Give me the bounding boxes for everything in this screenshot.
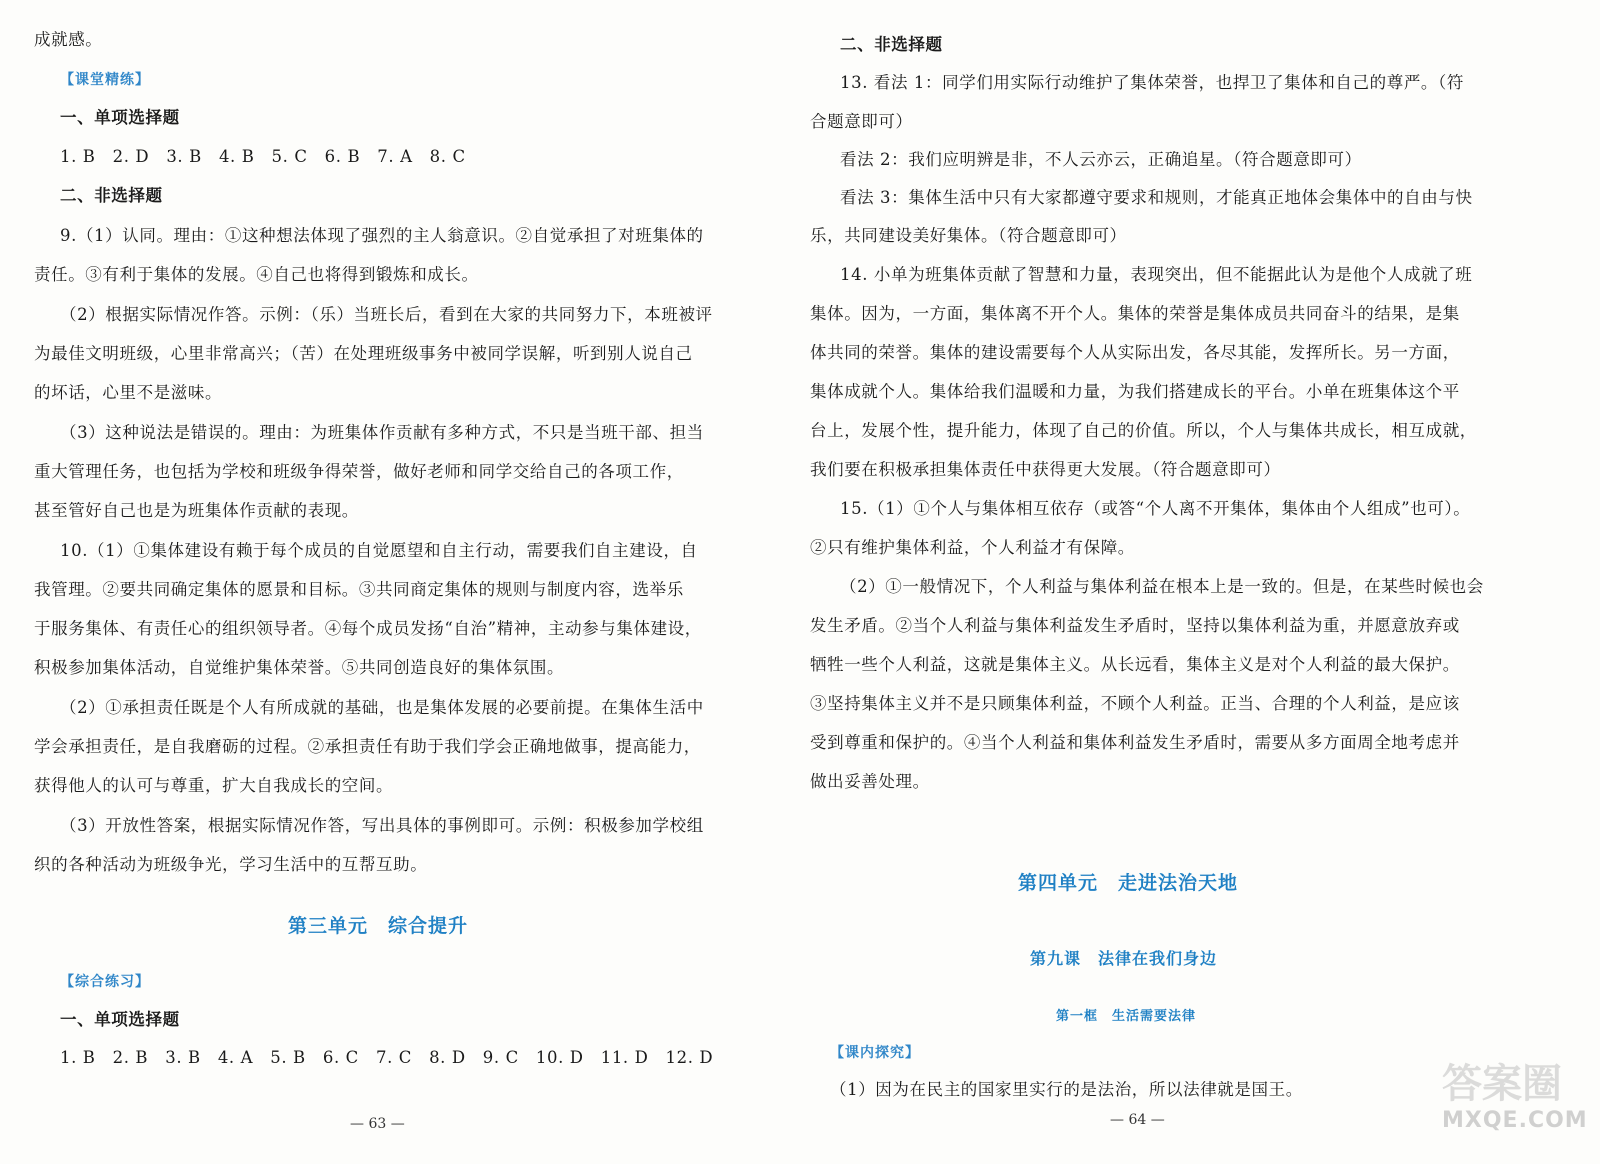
right-page [800, 0, 1600, 1164]
text-line: 9.（1）认同。理由：①这种想法体现了强烈的主人翁意识。②自觉承担了对班集体的 [60, 226, 704, 245]
text-line: 13. 看法 1：同学们用实际行动维护了集体荣誉，也捍卫了集体和自己的尊严。（符 [840, 73, 1464, 92]
text-line: 成就感。 [34, 30, 103, 49]
unit-heading: 第四单元 走进法治天地 [1018, 872, 1239, 894]
text-line: 台上，发展个性，提升能力，体现了自己的价值。所以，个人与集体共成长，相互成就， [810, 421, 1477, 440]
text-line: （2）①一般情况下，个人利益与集体利益在根本上是一致的。但是，在某些时候也会 [840, 577, 1484, 596]
text-line: 看法 3：集体生活中只有大家都遵守要求和规则，才能真正地体会集体中的自由与快 [840, 188, 1473, 207]
text-line: （3）这种说法是错误的。理由：为班集体作贡献有多种方式，不只是当班干部、担当 [60, 423, 704, 442]
text-line: 积极参加集体活动，自觉维护集体荣誉。⑤共同创造良好的集体氛围。 [34, 658, 565, 677]
left-page [0, 0, 790, 1164]
text-line: 织的各种活动为班级争光，学习生活中的互帮互助。 [34, 855, 428, 874]
text-line: 受到尊重和保护的。④当个人利益和集体利益发生矛盾时，需要从多方面周全地考虑并 [810, 733, 1460, 752]
text-line: 于服务集体、有责任心的组织领导者。④每个成员发扬“自治”精神，主动参与集体建设， [34, 619, 702, 638]
text-line: （3）开放性答案，根据实际情况作答，写出具体的事例即可。示例：积极参加学校组 [60, 816, 704, 835]
text-line: 发生矛盾。②当个人利益与集体利益发生矛盾时，坚持以集体利益为重，并愿意放弃或 [810, 616, 1460, 635]
watermark-site-text: MXQE.COM [1442, 1108, 1588, 1133]
subheading-single-choice: 一、单项选择题 [60, 1010, 180, 1029]
text-line: 集体成就个人。集体给我们温暖和力量，为我们搭建成长的平台。小单在班集体这个平 [810, 382, 1460, 401]
text-line: 看法 2：我们应明辨是非，不人云亦云，正确追星。（符合题意即可） [840, 150, 1362, 169]
subheading-non-choice: 二、非选择题 [840, 35, 943, 54]
unit-heading: 第三单元 综合提升 [288, 915, 469, 937]
answer-row: 1. B 2. D 3. B 4. B 5. C 6. B 7. A 8. C [60, 147, 466, 166]
text-line: 责任。③有利于集体的发展。④自己也将得到锻炼和成长。 [34, 265, 479, 284]
text-line: ③坚持集体主义并不是只顾集体利益，不顾个人利益。正当、合理的个人利益，是应该 [810, 694, 1460, 713]
text-line: 做出妥善处理。 [810, 772, 930, 791]
answer-row: 1. B 2. B 3. B 4. A 5. B 6. C 7. C 8. D 9. C 10. D 11. D 12. D [60, 1048, 714, 1067]
text-line: 我管理。②要共同确定集体的愿景和目标。③共同商定集体的规则与制度内容，选举乐 [34, 580, 684, 599]
section-tag-classroom-practice: 【课堂精练】 [60, 72, 150, 88]
section-tag-in-class-inquiry: 【课内探究】 [830, 1045, 920, 1061]
text-line: （2）①承担责任既是个人有所成就的基础，也是集体发展的必要前提。在集体生活中 [60, 698, 704, 717]
lesson-heading: 第九课 法律在我们身边 [1030, 949, 1218, 968]
text-line: ②只有维护集体利益，个人利益才有保障。 [810, 538, 1135, 557]
text-line: （1）因为在民主的国家里实行的是法治，所以法律就是国王。 [830, 1080, 1303, 1099]
text-line: 14. 小单为班集体贡献了智慧和力量，表现突出，但不能据此认为是他个人成就了班 [840, 265, 1473, 284]
text-line: 获得他人的认可与尊重，扩大自我成长的空间。 [34, 776, 394, 795]
text-line: 乐，共同建设美好集体。（符合题意即可） [810, 226, 1127, 245]
subheading-single-choice: 一、单项选择题 [60, 108, 180, 127]
text-line: 的坏话，心里不是滋味。 [34, 383, 223, 402]
watermark-logo [1442, 1052, 1588, 1144]
text-line: 牺牲一些个人利益，这就是集体主义。从长远看，集体主义是对个人利益的最大保护。 [810, 655, 1460, 674]
section-tag-comprehensive-practice: 【综合练习】 [60, 974, 150, 990]
page-number: — 63 — [350, 1116, 405, 1132]
section-heading: 第一框 生活需要法律 [1056, 1009, 1197, 1024]
watermark-logo-text: 答案圈 [1442, 1061, 1562, 1107]
text-line: （2）根据实际情况作答。示例：（乐）当班长后，看到在大家的共同努力下，本班被评 [60, 305, 713, 324]
text-line: 为最佳文明班级，心里非常高兴；（苦）在处理班级事务中被同学误解，听到别人说自己 [34, 344, 693, 363]
text-line: 体共同的荣誉。集体的建设需要每个人从实际出发，各尽其能，发挥所长。另一方面， [810, 343, 1460, 362]
page-number: — 64 — [1110, 1112, 1165, 1128]
text-line: 重大管理任务，也包括为学校和班级争得荣誉，做好老师和同学交给自己的各项工作， [34, 462, 684, 481]
text-line: 合题意即可） [810, 112, 913, 131]
text-line: 15.（1）①个人与集体相互依存（或答“个人离不开集体，集体由个人组成”也可）。 [840, 499, 1471, 518]
text-line: 我们要在积极承担集体责任中获得更大发展。（符合题意即可） [810, 460, 1281, 479]
text-line: 10.（1）①集体建设有赖于每个成员的自觉愿望和自主行动，需要我们自主建设，自 [60, 541, 698, 560]
subheading-non-choice: 二、非选择题 [60, 186, 163, 205]
text-line: 学会承担责任，是自我磨砺的过程。②承担责任有助于我们学会正确地做事，提高能力， [34, 737, 701, 756]
text-line: 甚至管好自己也是为班集体作贡献的表现。 [34, 501, 359, 520]
text-line: 集体。因为，一方面，集体离不开个人。集体的荣誉是集体成员共同奋斗的结果，是集 [810, 304, 1460, 323]
